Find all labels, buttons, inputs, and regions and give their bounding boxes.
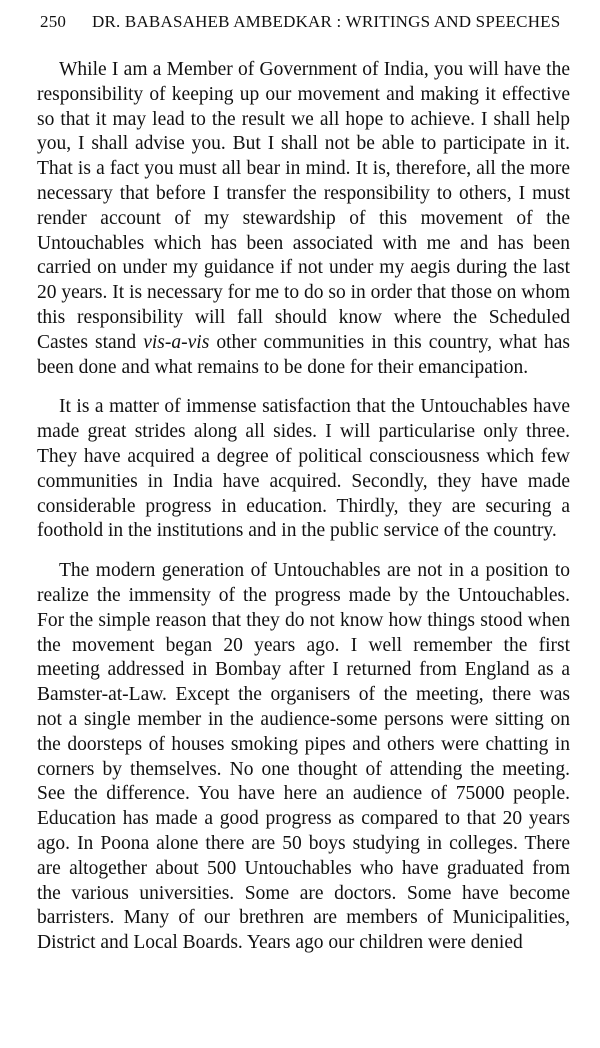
paragraph-1-text-b: other communities in this country, what has been done and what remains to be done for their emancipation. (37, 331, 571, 378)
paragraph-1 (37, 58, 570, 380)
paragraph-1-italic: vis-a-vis (143, 331, 210, 353)
body-text (37, 58, 570, 956)
paragraph-3: The modern generation of Untouchables are not in a position to realize the immensity of the progress made by the Untouchables. For the simple reason that they do not know how things stood when the movement began 20 years ago. I well remember the first meeting addressed in Bombay after I returned from England as a Bamster-at-Law. Except the organisers of the meeting, there was not a single member in the audience-some persons were sitting on the doorsteps of houses smoking pipes and others were chatting in corners by themselves. No one thought of attending the meeting. See the difference. You have here an audience of 75000 people. Education has made a good progress as compared to that 20 years ago. In Poona alone there are 50 boys studying in colleges. There are altogether about 500 Untouchables who have graduated from the various universities. Some are doctors. Some have become barristers. Many of our brethren are members of Municipalities, District and Local Boards. Years ago our children were denied (37, 560, 570, 954)
paragraph-2: It is a matter of immense satisfaction that the Untouchables have made great strides along all sides. I will particularise only three. They have acquired a degree of political consciousness which few communities in India have acquired. Secondly, they have made considerable progress in education. Thirdly, they are securing a foothold in the institutions and in the public service of the country. (37, 396, 570, 542)
running-head-title: DR. BABASAHEB AMBEDKAR : WRITINGS AND SPEECHES (92, 12, 561, 31)
paragraph-1-text-a: While I am a Member of Government of India, you will have the responsibility of keeping up our movement and making it effective so that it may lead to the result we all hope to achieve. I shall help you, I shall advise you. But I shall not be able to participate in it. That is a fact you must all bear in mind. It is, therefore, all the more necessary that before I transfer the responsibility to others, I must render account of my stewardship of this movement of the Untouchables which has been associated with me and has been carried on under my guidance if not under my aegis during the last 20 years. It is necessary for me to do so in order that those on whom this responsibility will fall should know where the Scheduled Castes stand (37, 59, 570, 353)
running-header (40, 12, 580, 32)
page-number: 250 (40, 12, 67, 31)
